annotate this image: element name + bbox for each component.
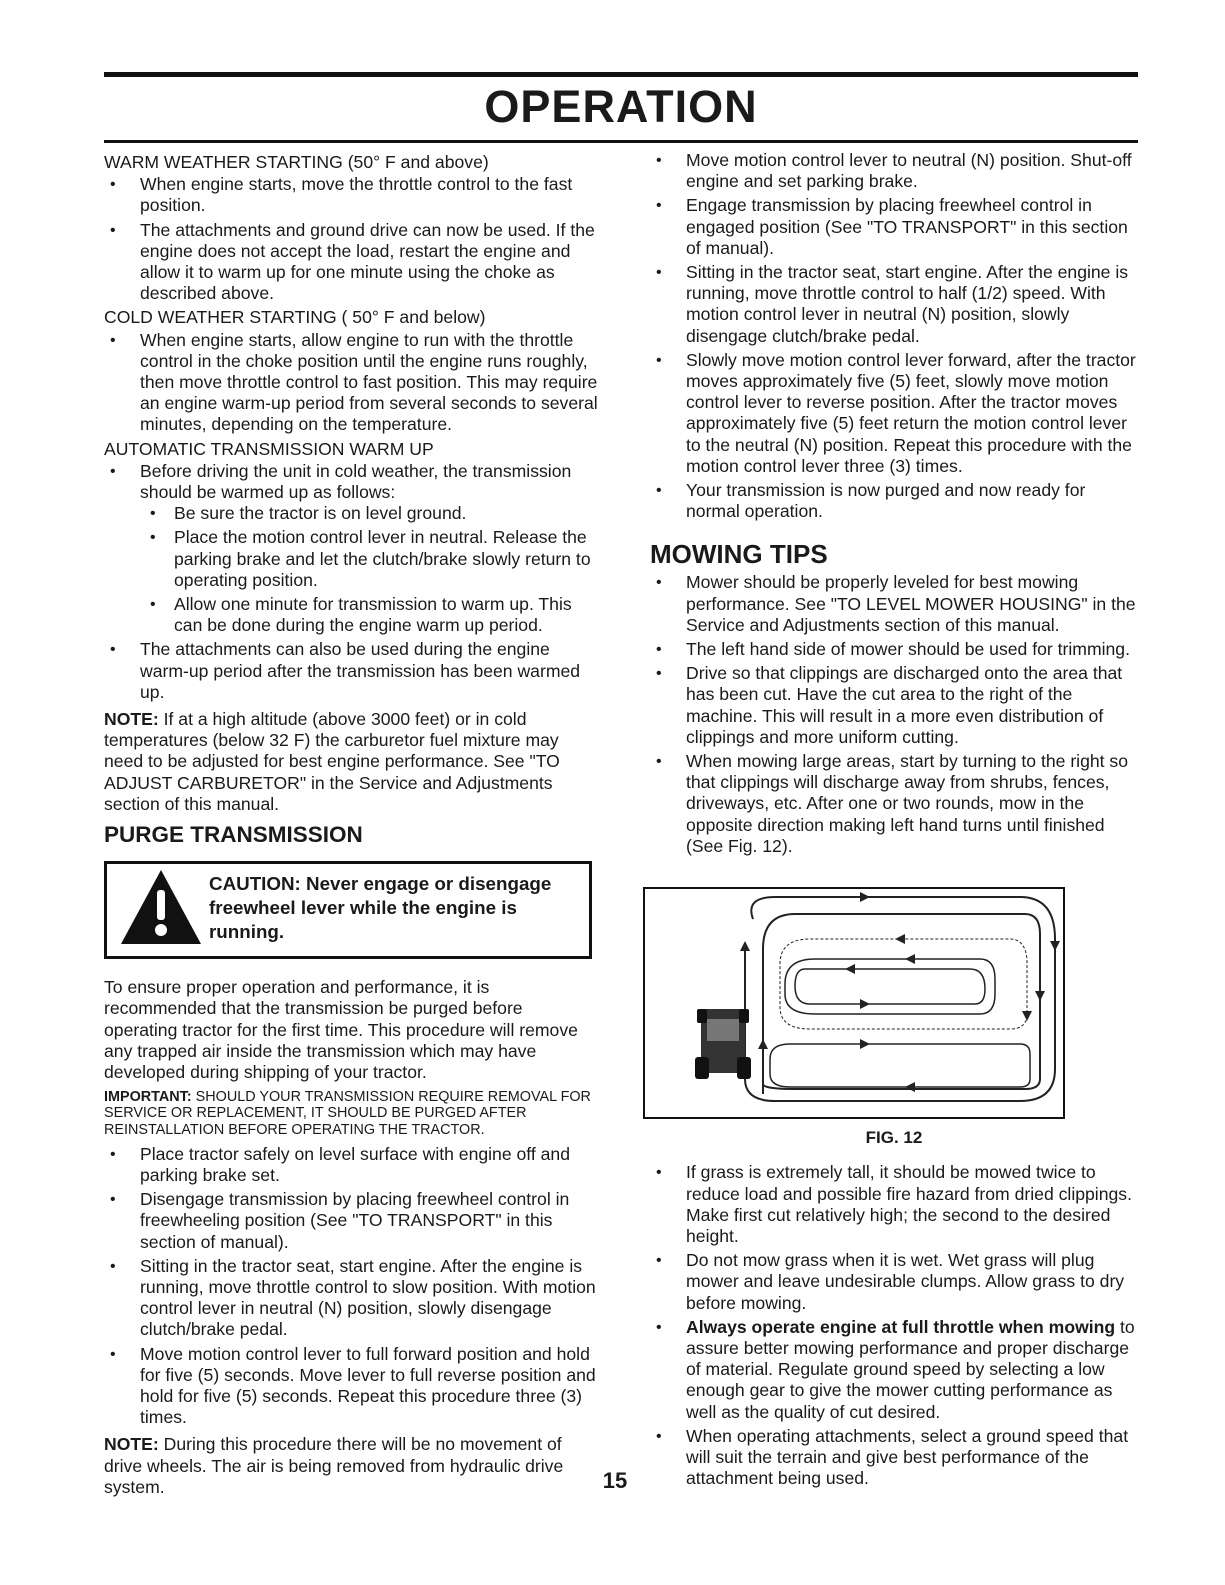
warning-triangle-icon [119, 868, 203, 946]
cold-weather-heading: COLD WEATHER STARTING ( 50° F and below) [104, 307, 486, 328]
left-column [104, 150, 600, 1500]
warm-weather-heading: WARM WEATHER STARTING (50° F and above) [104, 152, 489, 172]
important-text: SHOULD YOUR TRANSMISSION REQUIRE REMOVAL FOR SERVICE OR REPLACEMENT, IT SHOULD BE PURGED AFTER REINSTALLATION BEFORE OPERATING THE TRACTOR. [104, 1089, 591, 1138]
warm-weather-list [104, 174, 600, 304]
list-item: • When engine starts, allow engine to run with the throttle control in the choke position until the engine runs roughly, then move throttle control to fast position. This may require an engine warm-up period from several seconds to several minutes, depending on the temperature. [104, 330, 600, 436]
throttle-bold-text: Always operate engine at full throttle when mowing [686, 1316, 1116, 1337]
purge-heading: PURGE TRANSMISSION [104, 822, 363, 848]
list-item: • Sitting in the tractor seat, start engine. After the engine is running, move throttle control to slow position. With motion control lever in neutral (N) position, slowly disengage clutch/brake pedal. [104, 1256, 600, 1341]
note-altitude [104, 709, 600, 815]
page-number: 15 [602, 1468, 628, 1493]
note-hydraulic [104, 1434, 600, 1498]
mowing-tips-list-cont [650, 1162, 1138, 1489]
list-item: • Move motion control lever to neutral (N) position. Shut-off engine and set parking brake. [650, 150, 1138, 192]
mowing-tips-heading: MOWING TIPS [650, 539, 828, 570]
cold-weather-list [104, 330, 600, 436]
list-item: • Do not mow grass when it is wet. Wet grass will plug mower and leave undesirable clumps. Allow grass to dry before mowing. [650, 1250, 1138, 1314]
header-rule-bottom [104, 140, 1138, 143]
note-text: If at a high altitude (above 3000 feet) or in cold temperatures (below 32 F) the carburetor fuel mixture may need to be adjusted for best engine performance. See "TO ADJUST CARBURETOR" in the Service and Adjustments section of this manual. [104, 709, 560, 814]
list-item: • Allow one minute for transmission to warm up. This can be done during the engine warm up period. [140, 594, 600, 636]
list-item: • When mowing large areas, start by turning to the right so that clippings will discharge away from shrubs, fences, driveways, etc. After one or two rounds, mow in the opposite direction making left hand turns until finished (See Fig. 12). [650, 751, 1138, 857]
list-item: • Slowly move motion control lever forward, after the tractor moves approximately five (5) feet, slowly move motion control lever to reverse position. After the tractor moves approximately five (5) feet return the motion control lever to the neutral (N) position. Repeat this procedure with the motion control lever three (3) times. [650, 350, 1138, 477]
caution-box [104, 861, 592, 959]
auto-transmission-heading: AUTOMATIC TRANSMISSION WARM UP [104, 438, 434, 459]
note-label: NOTE: [104, 1434, 159, 1455]
throttle-rest-text: to assure better mowing performance and proper discharge of material. Regulate ground speed by selecting a low enough gear to give the mower cutting performance as well as the quality of cut desired. [686, 1316, 1135, 1422]
list-item: • Sitting in the tractor seat, start engine. After the engine is running, move throttle control to half (1/2) speed. With motion control lever in neutral (N) position, slowly disengage clutch/brake pedal. [650, 262, 1138, 347]
purge-steps-cont-list [650, 150, 1138, 522]
figure-caption: FIG. 12 [865, 1128, 923, 1148]
list-item [104, 461, 600, 637]
mowing-pattern-diagram [645, 889, 1063, 1117]
list-item-text: Before driving the unit in cold weather, the transmission should be warmed up as follows: [140, 460, 572, 503]
list-item: • If grass is extremely tall, it should be mowed twice to reduce load and possible fire hazard from dried clippings. Make first cut relatively high; the second to the desired height. [650, 1162, 1138, 1247]
purge-intro: To ensure proper operation and performance, it is recommended that the transmission be purged before operating tractor for the first time. This procedure will remove any trapped air inside the transmission which may have developed during shipping of your tractor. [104, 977, 578, 1082]
list-item: • Place tractor safely on level surface with engine off and parking brake set. [104, 1144, 600, 1186]
page-title: OPERATION [484, 81, 758, 132]
list-item: • Be sure the tractor is on level ground. [140, 503, 600, 524]
list-item: • When engine starts, move the throttle control to the fast position. [104, 174, 600, 216]
list-item: • The attachments and ground drive can now be used. If the engine does not accept the load, restart the engine and allow it to warm up for one minute using the choke as described above. [104, 220, 600, 305]
important-label: IMPORTANT: [104, 1089, 192, 1106]
auto-sub-list [140, 503, 600, 636]
list-item: • Place the motion control lever in neutral. Release the parking brake and let the clutch/brake slowly return to operating position. [140, 527, 600, 591]
list-item: • The left hand side of mower should be used for trimming. [650, 639, 1138, 660]
note-label: NOTE: [104, 709, 159, 730]
right-column [650, 150, 1138, 1492]
list-item: • When operating attachments, select a ground speed that will suit the terrain and give best performance of the attachment being used. [650, 1426, 1138, 1490]
important-note [104, 1089, 600, 1138]
list-item: • Drive so that clippings are discharged onto the area that has been cut. Have the cut area to the right of the machine. This will result in a more even distribution of clippings and more uniform cutting. [650, 663, 1138, 748]
list-item: • Engage transmission by placing freewheel control in engaged position (See "TO TRANSPORT" in this section of manual). [650, 195, 1138, 259]
list-item: • Your transmission is now purged and now ready for normal operation. [650, 480, 1138, 522]
note-text: During this procedure there will be no movement of drive wheels. The air is being removed from hydraulic drive system. [104, 1434, 564, 1497]
list-item: • Mower should be properly leveled for best mowing performance. See "TO LEVEL MOWER HOUSING" in the Service and Adjustments section of this manual. [650, 572, 1138, 636]
auto-transmission-list [104, 461, 600, 703]
caution-text: CAUTION: Never engage or disengage freewheel lever while the engine is running. [209, 873, 552, 943]
list-item: • Move motion control lever to full forward position and hold for five (5) seconds. Move lever to full reverse position and hold for five (5) seconds. Repeat this procedure three (3) times. [104, 1344, 600, 1429]
tractor-icon [695, 1009, 751, 1079]
purge-steps-list [104, 1144, 600, 1429]
list-item [650, 1317, 1138, 1423]
mowing-tips-list [650, 572, 1138, 857]
list-item: • The attachments can also be used during the engine warm-up period after the transmission has been warmed up. [104, 639, 600, 703]
mowing-pattern-figure [643, 887, 1065, 1119]
list-item: • Disengage transmission by placing freewheel control in freewheeling position (See "TO TRANSPORT" in this section of manual). [104, 1189, 600, 1253]
